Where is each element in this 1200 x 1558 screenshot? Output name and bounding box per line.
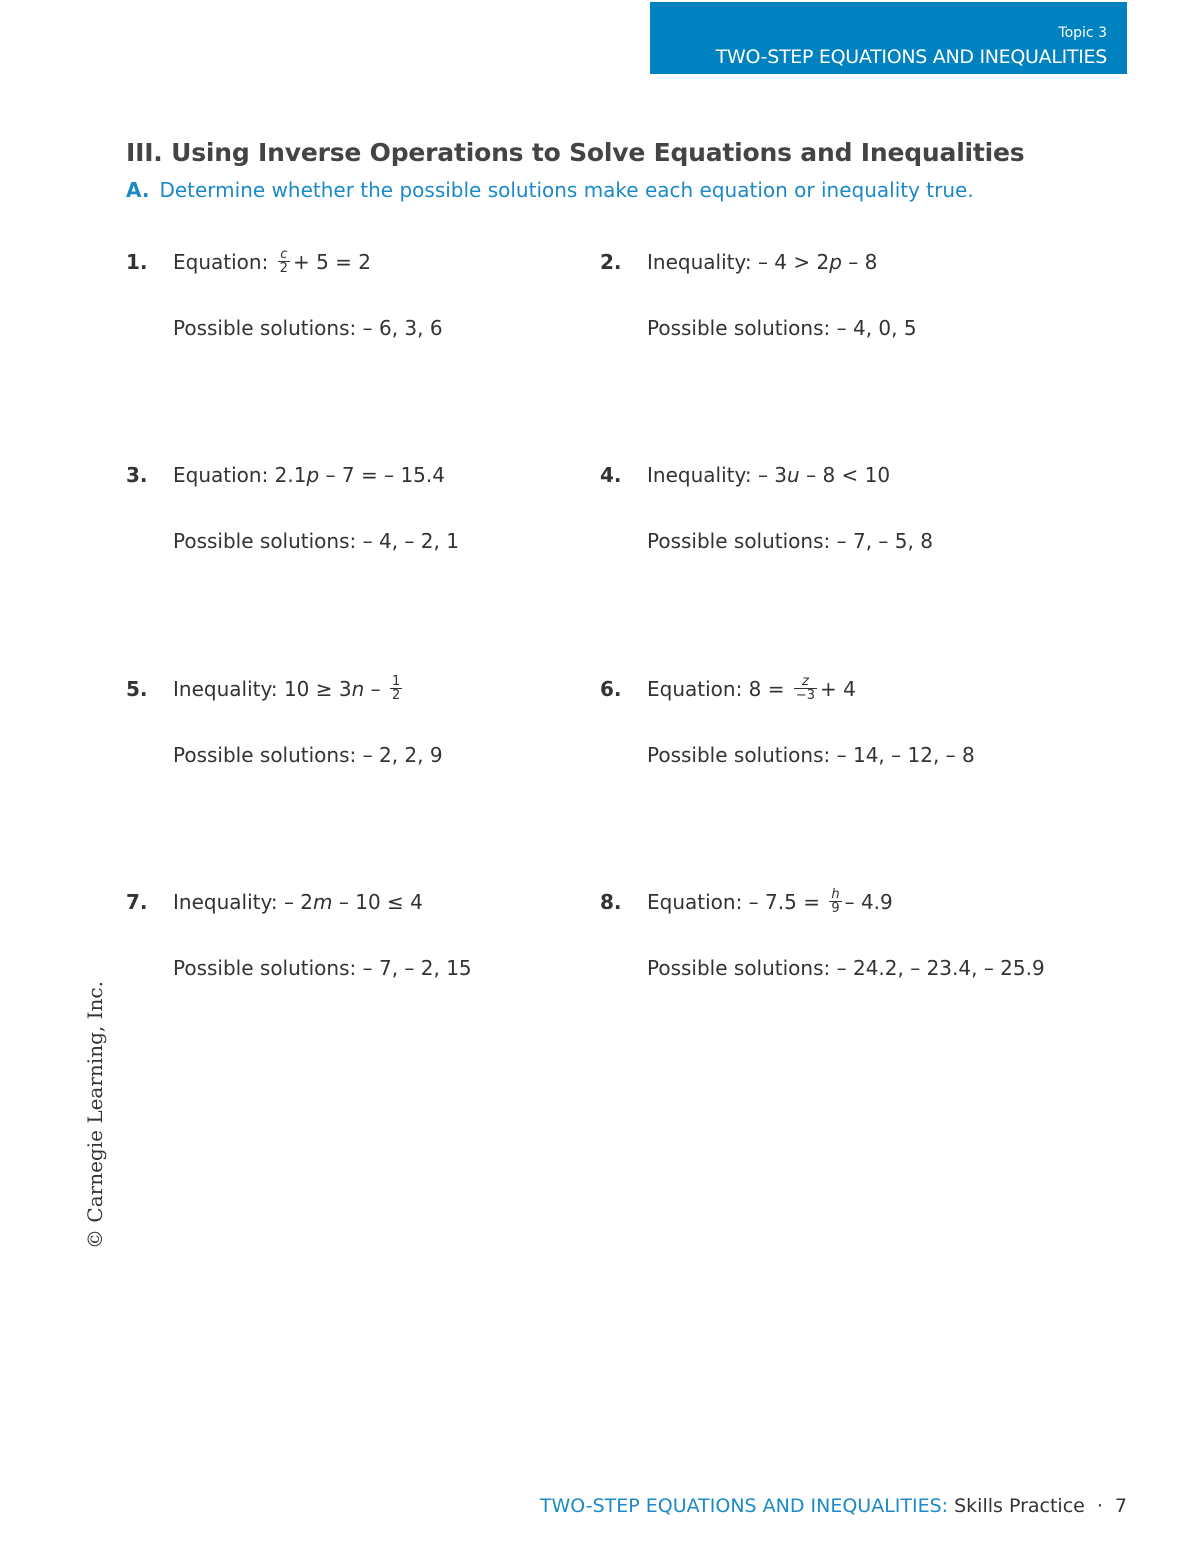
fraction	[829, 888, 841, 915]
variable: n	[351, 677, 365, 701]
topic-banner	[650, 2, 1127, 74]
possible-solutions: Possible solutions: – 24.2, – 23.4, – 25.9	[647, 956, 1045, 980]
problem-3	[126, 461, 596, 581]
problem-statement	[647, 675, 856, 704]
problem-number: 6.	[600, 677, 622, 701]
problem-7	[126, 888, 596, 1008]
footer-subtitle: Skills Practice	[948, 1495, 1085, 1517]
expression-tail: + 5 = 2	[292, 250, 371, 274]
possible-solutions: Possible solutions: – 2, 2, 9	[173, 743, 443, 767]
problem-statement	[647, 248, 877, 276]
expression-head: – 2	[283, 890, 314, 914]
fraction-numerator: c	[278, 248, 290, 262]
problem-statement	[173, 461, 445, 489]
problem-2	[600, 248, 1070, 368]
expression-tail: + 4	[820, 677, 856, 701]
problem-number: 8.	[600, 890, 622, 914]
instruction	[126, 177, 974, 203]
fraction	[278, 248, 290, 275]
problem-kind: Inequality:	[173, 890, 278, 914]
fraction	[794, 675, 817, 702]
fraction	[390, 675, 402, 702]
fraction-numerator: h	[829, 888, 841, 902]
problem-kind: Equation:	[173, 463, 269, 487]
expression-tail: – 4.9	[844, 890, 893, 914]
problem-1	[126, 248, 596, 368]
expression-tail: – 7 = – 15.4	[319, 463, 445, 487]
fraction-numerator: 1	[392, 674, 401, 689]
problem-kind: Inequality:	[647, 250, 752, 274]
problem-number: 7.	[126, 890, 148, 914]
expression-head: – 3	[757, 463, 788, 487]
page-number: 7	[1114, 1495, 1127, 1517]
problem-number: 5.	[126, 677, 148, 701]
problem-number: 1.	[126, 250, 148, 274]
fraction-denominator: 9	[831, 901, 840, 916]
problem-number: 2.	[600, 250, 622, 274]
expression-middle: –	[364, 677, 381, 701]
expression-head: 10 ≥ 3	[283, 677, 352, 701]
problem-statement	[173, 888, 423, 916]
problem-statement	[173, 248, 371, 277]
fraction-numerator: z	[794, 675, 817, 689]
section-title: III. Using Inverse Operations to Solve Equations and Inequalities	[126, 138, 1025, 167]
topic-title: TWO-STEP EQUATIONS AND INEQUALITIES	[715, 46, 1107, 68]
problem-number: 3.	[126, 463, 148, 487]
footer-topic: TWO-STEP EQUATIONS AND INEQUALITIES:	[539, 1495, 949, 1517]
possible-solutions: Possible solutions: – 14, – 12, – 8	[647, 743, 975, 767]
possible-solutions: Possible solutions: – 4, 0, 5	[647, 316, 917, 340]
possible-solutions: Possible solutions: – 7, – 5, 8	[647, 529, 933, 553]
problem-number: 4.	[600, 463, 622, 487]
possible-solutions: Possible solutions: – 7, – 2, 15	[173, 956, 472, 980]
instruction-text: Determine whether the possible solutions make each equation or inequality true.	[159, 178, 974, 202]
expression-tail: – 8 < 10	[799, 463, 891, 487]
expression-head: – 4 > 2	[757, 250, 830, 274]
expression-head: 2.1	[274, 463, 307, 487]
expression-head: 8 =	[748, 677, 785, 701]
problem-kind: Equation:	[173, 250, 269, 274]
part-letter: A.	[126, 178, 150, 202]
expression-tail: – 10 ≤ 4	[332, 890, 423, 914]
page-footer	[540, 1494, 1127, 1518]
expression-head: – 7.5 =	[748, 890, 820, 914]
possible-solutions: Possible solutions: – 4, – 2, 1	[173, 529, 459, 553]
fraction-denominator: 2	[392, 688, 401, 703]
fraction-denominator: −3	[795, 688, 816, 703]
variable: u	[787, 463, 800, 487]
variable: p	[829, 250, 842, 274]
expression-tail: – 8	[841, 250, 878, 274]
footer-separator: ·	[1096, 1495, 1103, 1517]
possible-solutions: Possible solutions: – 6, 3, 6	[173, 316, 443, 340]
problem-6	[600, 675, 1070, 795]
problem-4	[600, 461, 1070, 581]
variable: p	[306, 463, 320, 487]
problem-statement	[173, 675, 405, 704]
problem-kind: Inequality:	[173, 677, 278, 701]
topic-label: Topic 3	[1058, 25, 1107, 41]
problem-kind: Inequality:	[647, 463, 752, 487]
problem-kind: Equation:	[647, 890, 743, 914]
problem-5	[126, 675, 596, 795]
problem-kind: Equation:	[647, 677, 743, 701]
problem-8	[600, 888, 1070, 1008]
fraction-denominator: 2	[279, 261, 288, 276]
problem-statement	[647, 461, 890, 489]
copyright-notice: © Carnegie Learning, Inc.	[83, 981, 107, 1249]
variable: m	[313, 890, 333, 914]
problem-statement	[647, 888, 893, 917]
